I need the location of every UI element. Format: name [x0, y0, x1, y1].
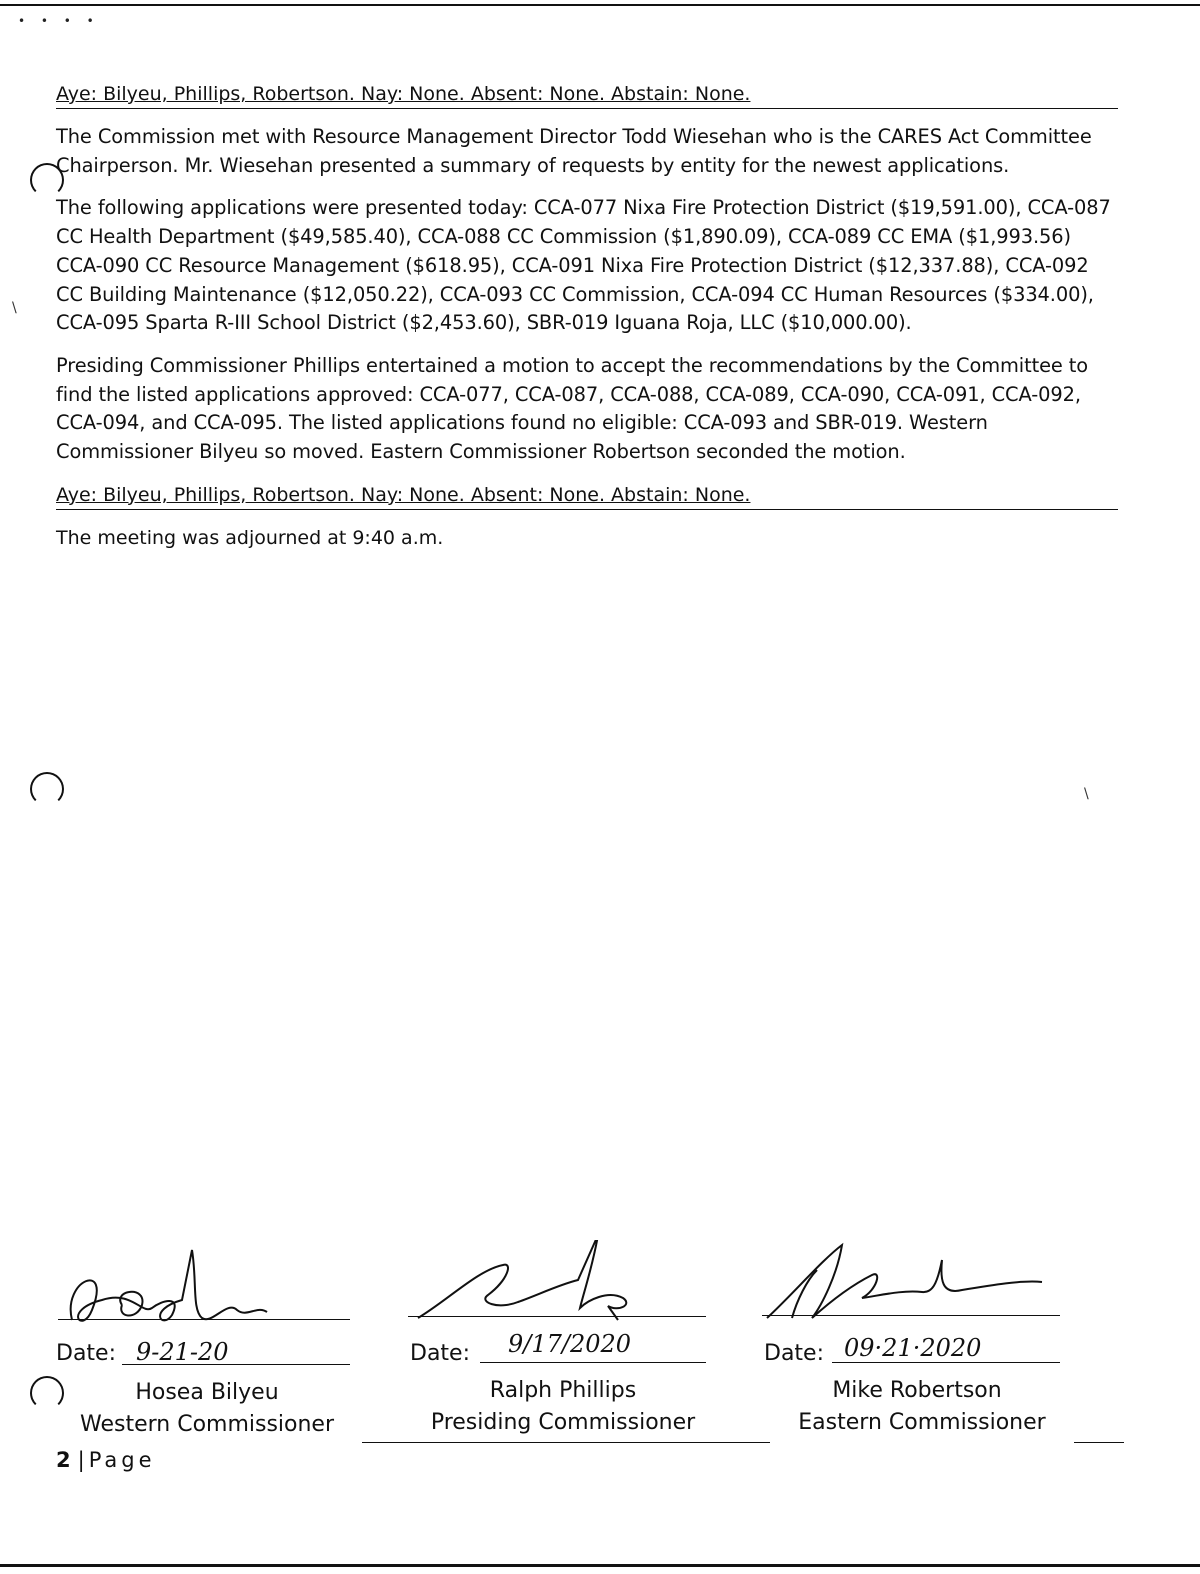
page-word: Page: [88, 1448, 156, 1472]
signature-block-phillips: [408, 1240, 708, 1450]
trailing-rule: [1074, 1442, 1124, 1443]
title-underline-phillips: [362, 1442, 770, 1443]
signature-line-robertson: [762, 1315, 1060, 1316]
date-line-phillips: [480, 1362, 706, 1363]
page-separator: |: [77, 1448, 85, 1472]
date-value-robertson: 09·21·2020: [844, 1334, 982, 1362]
date-line-bilyeu: [122, 1364, 350, 1365]
signature-line-phillips: [408, 1316, 706, 1317]
minutes-body: [56, 80, 1118, 552]
commissioner-title-phillips: Presiding Commissioner: [430, 1410, 696, 1435]
applications-paragraph: The following applications were presented today: CCA-077 Nixa Fire Protection District ($19,591.00), CCA-087 CC Health Department ($49,585.40), CCA-088 CC Commission ($1,890.09), CCA-089 CC EMA ($1,993.56) CCA-090 CC Resource Management ($618.95), CCA-091 Nixa Fire Protection District ($12,337.88), CCA-092 CC Building Maintenance ($12,050.22), CCA-093 CC Commission, CCA-094 CC Human Resources ($334.00), CCA-095 Sparta R-III School District ($2,453.60), SBR-019 Iguana Roja, LLC ($10,000.00).: [56, 196, 1111, 335]
page-footer: [56, 1448, 156, 1472]
hole-punch-mark-top: [30, 163, 64, 197]
adjournment-text: The meeting was adjourned at 9:40 a.m.: [56, 526, 444, 549]
date-value-bilyeu: 9-21-20: [136, 1338, 229, 1366]
date-label-phillips: Date:: [410, 1341, 470, 1366]
date-label-robertson: Date:: [764, 1341, 824, 1366]
commissioner-name-bilyeu: Hosea Bilyeu: [135, 1380, 279, 1405]
vote-line-second: Aye: Bilyeu, Phillips, Robertson. Nay: None. Absent: None. Abstain: None.: [56, 481, 1118, 510]
commissioner-title-robertson: Eastern Commissioner: [798, 1410, 1046, 1435]
signature-block-bilyeu: [52, 1240, 352, 1440]
top-border-rule: [0, 4, 1200, 6]
date-line-robertson: [832, 1362, 1060, 1363]
scan-mark: \: [12, 300, 17, 316]
page-number: 2: [56, 1448, 74, 1472]
signature-bilyeu-image: [52, 1240, 352, 1350]
date-label-bilyeu: Date:: [56, 1341, 116, 1366]
signature-line-bilyeu: [58, 1319, 350, 1320]
scan-mark: \: [1084, 786, 1089, 802]
date-value-phillips: 9/17/2020: [508, 1330, 632, 1358]
cares-committee-paragraph: The Commission met with Resource Management Director Todd Wiesehan who is the CARES Act Committee Chairperson. Mr. Wiesehan presented a summary of requests by entity for the newest applications.: [56, 125, 1092, 177]
scan-specks: • • • •: [18, 14, 100, 28]
commissioner-name-phillips: Ralph Phillips: [489, 1378, 637, 1403]
motion-paragraph: Presiding Commissioner Phillips entertained a motion to accept the recommendations by the Committee to find the listed applications approved: CCA-077, CCA-087, CCA-088, CCA-089, CCA-090, CCA-091, CCA-092, CCA-094, and CCA-095. The listed applications found no eligible: CCA-093 and SBR-019. Western Commissioner Bilyeu so moved. Eastern Commissioner Robertson seconded the motion.: [56, 353, 1089, 464]
signature-block-robertson: [762, 1240, 1062, 1440]
commissioner-name-robertson: Mike Robertson: [832, 1378, 1002, 1403]
vote-line-first: Aye: Bilyeu, Phillips, Robertson. Nay: None. Absent: None. Abstain: None.: [56, 80, 1118, 109]
bottom-border-rule: [0, 1564, 1200, 1567]
hole-punch-mark-middle: [30, 772, 64, 806]
commissioner-title-bilyeu: Western Commissioner: [79, 1412, 335, 1437]
